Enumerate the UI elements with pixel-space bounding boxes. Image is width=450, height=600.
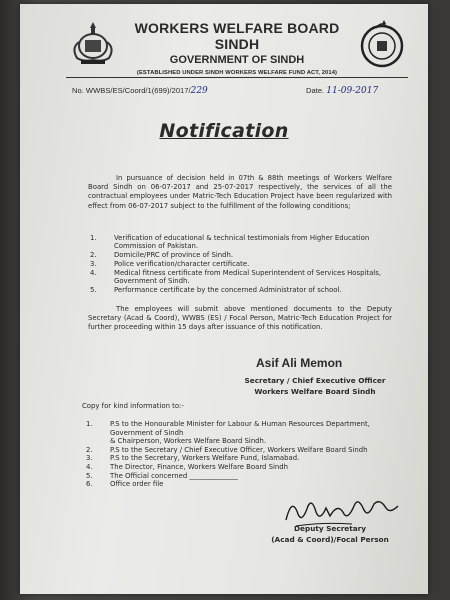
list-item: 4. Medical fitness certificate from Medical Superintendent of Services Hospitals, Government of Sindh. [90, 268, 382, 285]
conditions-list [90, 234, 390, 295]
list-item: 3. P.S to the Secretary, Workers Welfare Fund, Islamabad. [86, 454, 300, 463]
list-item: 5. Performance certificate by the concerned Administrator of school. [90, 285, 342, 294]
government-name: GOVERNMENT OF SINDH [169, 54, 305, 66]
date-label: Date. [306, 86, 325, 95]
intro-paragraph: In pursuance of decision held in 07th & 88th meetings of Workers Welfare Board Sindh on 06-07-2017 and 25-07-2017 respectively, the services of all the contractual employees under Matric-Tech Education Project have been regularized with effect from 06-07-2017 subject to the fulfillment of the following conditions; [88, 174, 392, 210]
list-item: 2. P.S to the Secretary / Chief Executive Officer, Workers Welfare Board Sindh [86, 445, 368, 454]
letterhead [122, 20, 352, 76]
list-item: 5. The Official concerned ______________ [86, 471, 238, 480]
org-name: WORKERS WELFARE BOARD SINDH [134, 20, 340, 52]
handwritten-number: 229 [190, 86, 208, 96]
list-item: 6. Office order file [86, 480, 164, 489]
reference-number [72, 86, 208, 96]
document-title: Notification [159, 120, 289, 142]
list-item: 1. Verification of educational & technical testimonials from Higher Education Commission of Pakistan. [90, 234, 370, 251]
government-emblem-logo [67, 18, 119, 66]
establishment-note: (ESTABLISHED UNDER SINDH WORKERS WELFARE FUND ACT, 2014) [136, 70, 338, 76]
sindh-seal-logo [356, 18, 408, 70]
deputy-secretary-title: Deputy Secretary [293, 524, 367, 533]
list-item: 4. The Director, Finance, Workers Welfare Board Sindh [86, 462, 289, 471]
reference-label: No. WWBS/ES/Coord/1(699)/2017/ [72, 86, 191, 95]
list-item: 1. P.S to the Honourable Minister for Labour & Human Resources Department, Government of Sindh & Chairperson, Workers Welfare Board Sindh. [86, 420, 370, 446]
deputy-secretary-role: (Acad & Coord)/Focal Person [271, 535, 389, 544]
handwritten-date: 11-09-2017 [326, 86, 379, 96]
notification-document [20, 4, 428, 594]
copy-list [86, 420, 406, 489]
document-date [306, 86, 378, 96]
header-divider [66, 77, 408, 78]
copy-to-label: Copy for kind information to:- [82, 402, 184, 410]
signatory-title: Secretary / Chief Executive Officer [244, 376, 386, 385]
signatory-name: Asif Ali Memon [256, 356, 343, 370]
signatory-organization: Workers Welfare Board Sindh [254, 387, 376, 396]
closing-paragraph: The employees will submit above mentioned documents to the Deputy Secretary (Acad & Coord), WWBS (ES) / Focal Person, Matric-Tech Education Project for further proceeding within 15 days after issuance of this notification. [88, 305, 392, 332]
list-item: 3. Police verification/character certificate. [90, 259, 250, 268]
list-item: 2. Domicile/PRC of province of Sindh. [90, 251, 234, 260]
